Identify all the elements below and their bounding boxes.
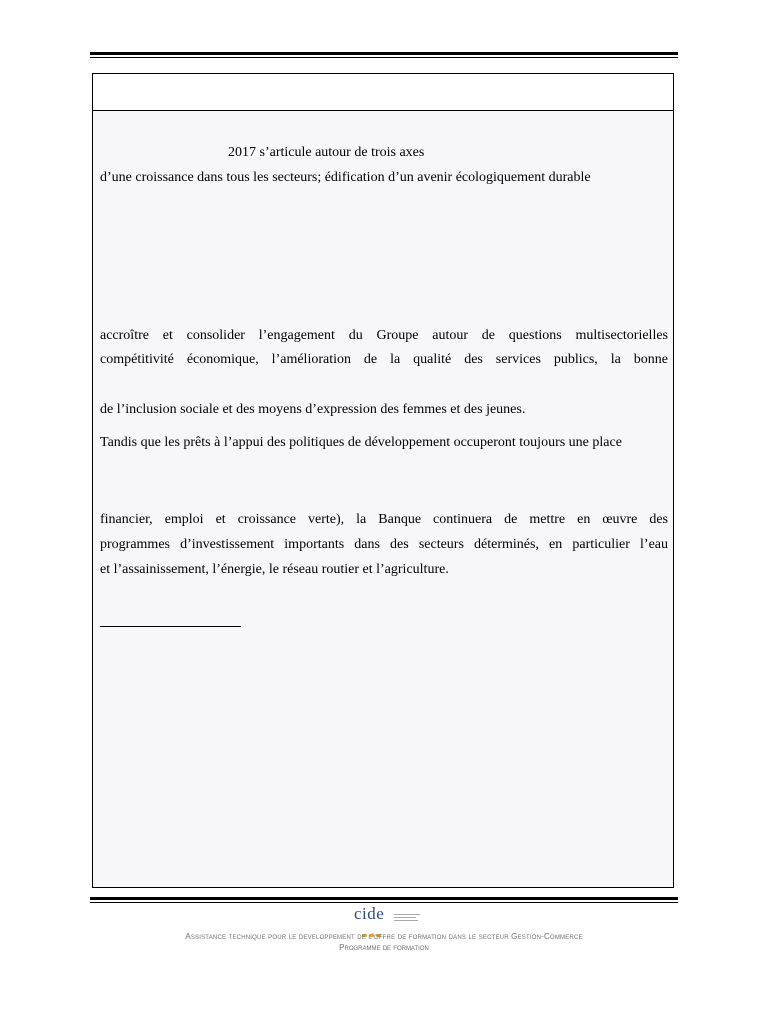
logo-tagline-graphic <box>394 914 420 921</box>
frame-header-box <box>93 74 673 111</box>
logo-dots-graphic <box>362 924 402 928</box>
body-line-7: financier, emploi et croissance verte), la Banque continuera de mettre en œuvre des <box>100 512 668 527</box>
body-line-2: d’une croissance dans tous les secteurs; édification d’un avenir écologiquement durable <box>100 170 591 185</box>
cide-logo <box>352 904 428 930</box>
content-frame <box>92 73 674 888</box>
body-line-6: Tandis que les prêts à l’appui des politiques de développement occuperont toujours une place <box>100 435 622 450</box>
header-rule-thick <box>90 52 678 55</box>
body-line-3: accroître et consolider l’engagement du Groupe autour de questions multisectorielles <box>100 328 668 343</box>
footer-program-label: Programme de formation <box>339 943 429 952</box>
body-line-4: compétitivité économique, l’amélioration de la qualité des services publics, la bonne <box>100 352 668 367</box>
logo-wordmark: cide <box>354 904 385 923</box>
body-line-9: et l’assainissement, l’énergie, le réseau routier et l’agriculture. <box>100 562 449 577</box>
footer-rule-thick <box>90 897 678 900</box>
footer-rule-thin <box>90 902 678 903</box>
body-line-5: de l’inclusion sociale et des moyens d’expression des femmes et des jeunes. <box>100 402 526 417</box>
footnote-separator <box>100 626 241 627</box>
footer-project-title: Assistance technique pour le developpement de l’offre de formation dans le secteur Gestion-Commerce <box>185 932 583 941</box>
body-line-8: programmes d’investissement importants dans des secteurs déterminés, en particulier l’eau <box>100 537 668 552</box>
header-rule-thin <box>90 57 678 58</box>
body-line-1: 2017 s’articule autour de trois axes <box>228 145 425 160</box>
